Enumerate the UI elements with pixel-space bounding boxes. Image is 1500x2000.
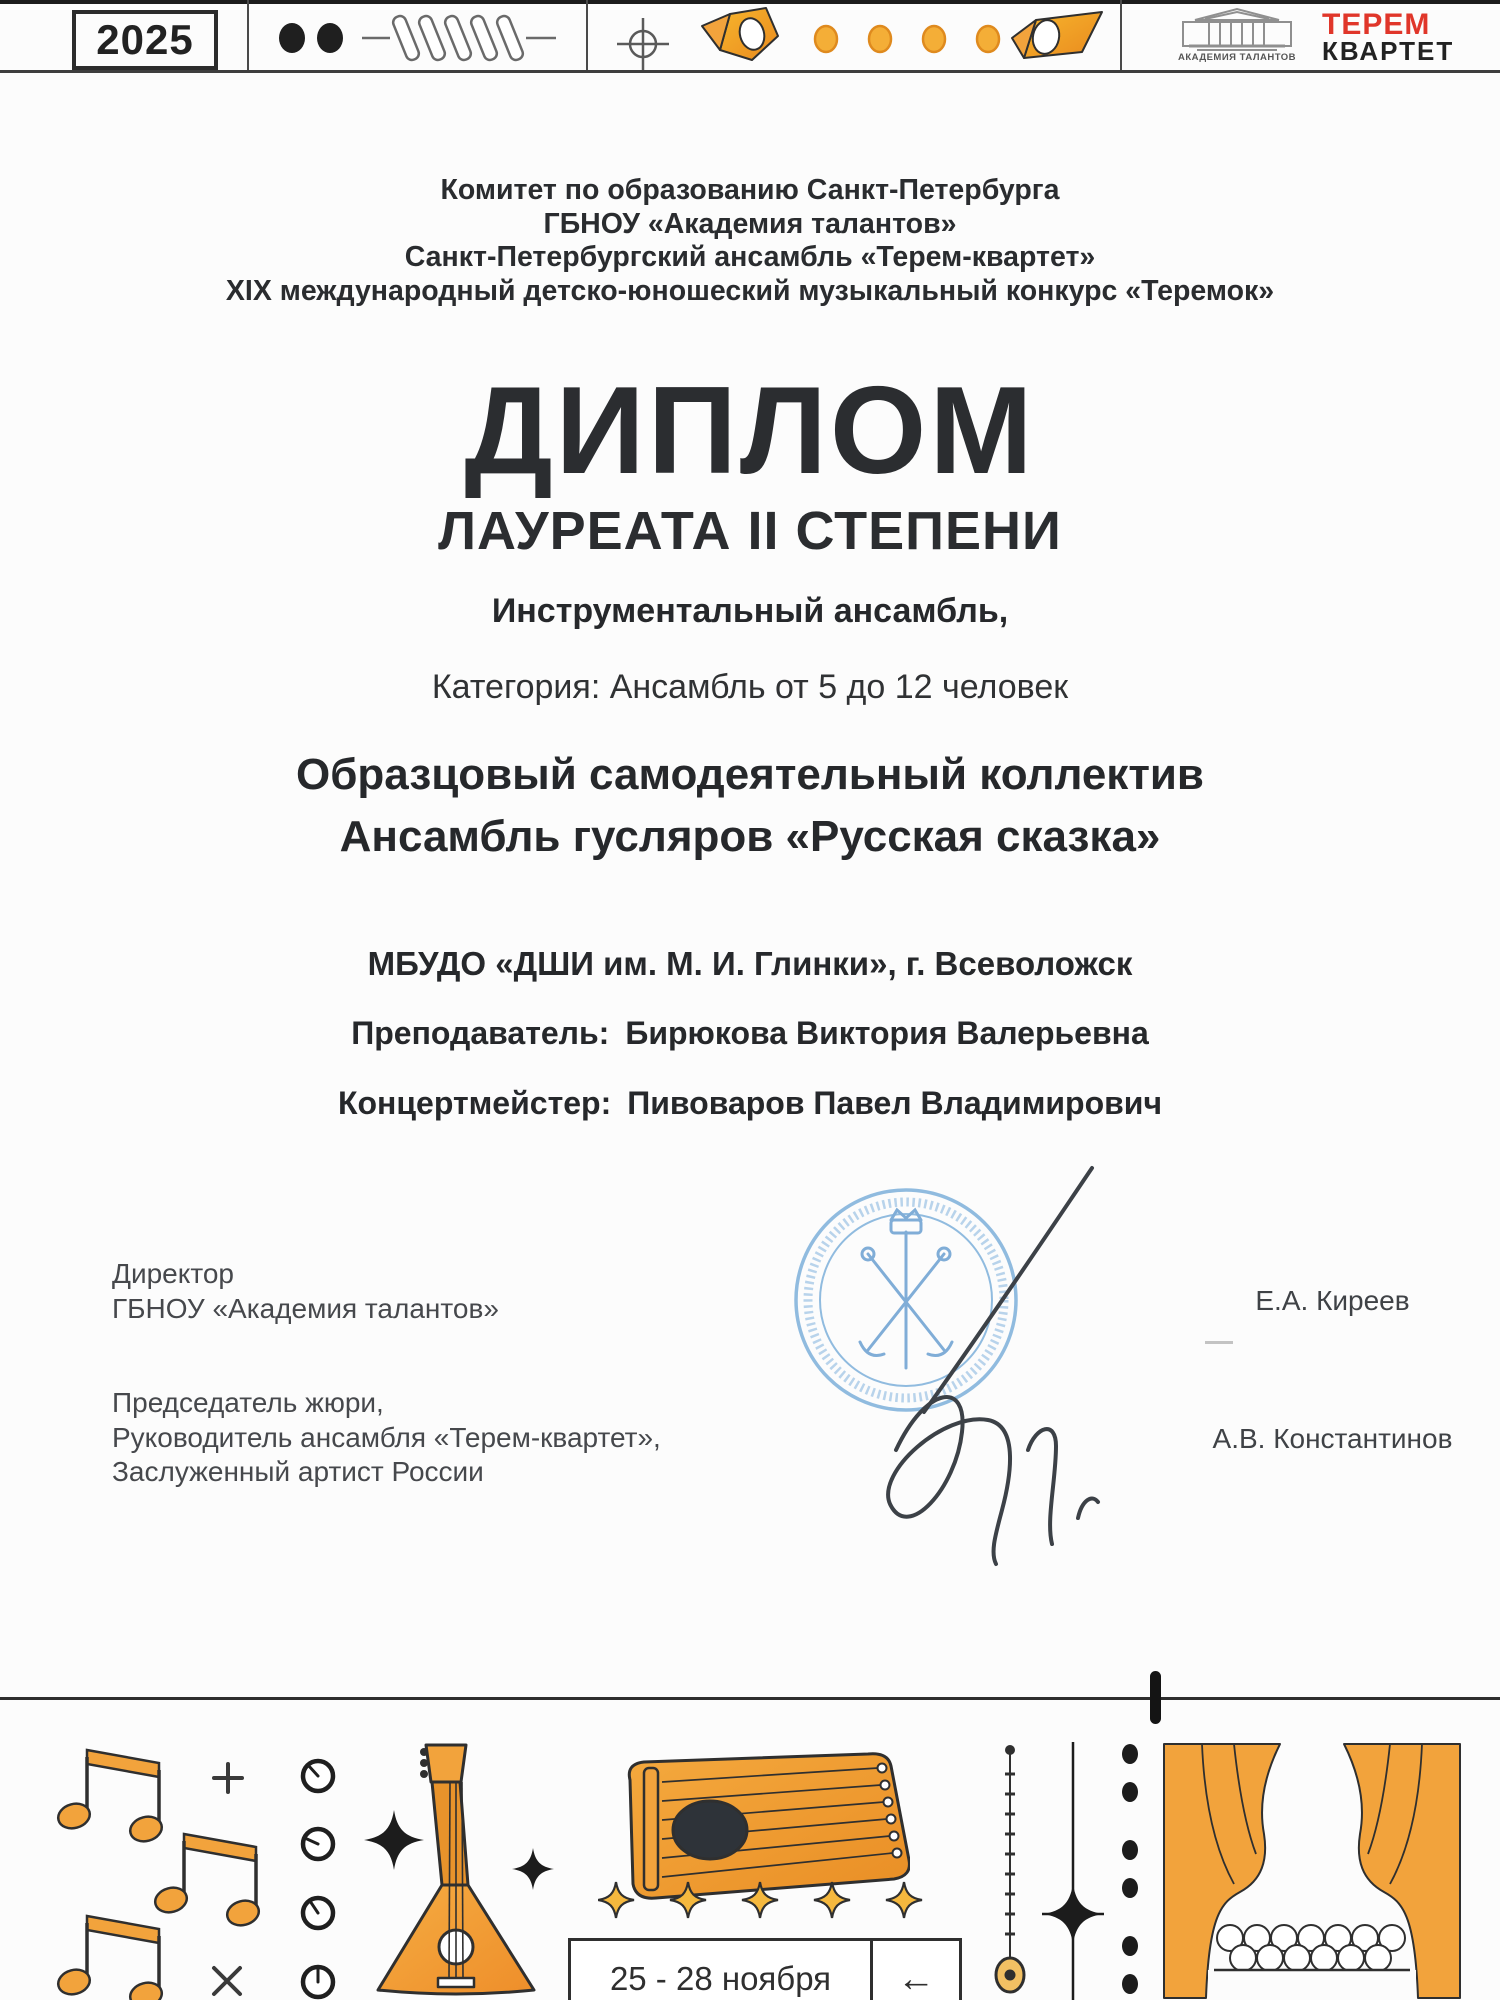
concertmaster-name: Пивоваров Павел Владимирович (627, 1085, 1163, 1121)
plus-icon (214, 1764, 242, 1792)
year-box (72, 10, 218, 70)
terem-kvartet-logo (1322, 8, 1492, 66)
crosshair-icon (615, 16, 671, 72)
concertmaster-line (0, 1085, 1500, 1122)
school-line: МБУДО «ДШИ им. М. И. Глинки», г. Всеволожск (367, 945, 1133, 982)
spotlights-icon (690, 6, 1110, 68)
photo-top-edge (0, 0, 1500, 4)
line-sparkle-icon (1040, 1742, 1110, 2000)
concertmaster-label: Концертмейстер: (337, 1085, 612, 1121)
chairman-role-line2: Руководитель ансамбля «Терем-квартет», (112, 1421, 661, 1453)
awardee-line1: Образцовый самодеятельный коллектив (296, 750, 1204, 799)
dates-label: 25 - 28 ноября (609, 1960, 832, 1997)
handwritten-signature (860, 1150, 1160, 1580)
symbols-column-icon (198, 1756, 348, 2000)
footer-tick-mark (1150, 1671, 1161, 1724)
awardee-line2: Ансамбль гусляров «Русская сказка» (339, 812, 1161, 861)
director-role-line2: ГБНОУ «Академия талантов» (112, 1292, 499, 1324)
diploma-title: ДИПЛОМ (464, 362, 1036, 500)
balalaika-icon (368, 1742, 546, 2000)
signature-mark (1205, 1341, 1233, 1344)
academy-building-icon (1167, 6, 1307, 52)
organizer-line: XIX международный детско-юношеский музыкальный конкурс «Теремок» (225, 274, 1275, 307)
dot-column-icon (1118, 1742, 1142, 2000)
category-line: Категория: Ансамбль от 5 до 12 человек (431, 668, 1069, 706)
director-role-line1: Директор (112, 1258, 234, 1289)
header-rule (0, 70, 1500, 73)
organizer-line: ГБНОУ «Академия талантов» (543, 207, 957, 240)
beaded-string-icon (992, 1742, 1028, 2000)
director-name: Е.А. Киреев (1255, 1285, 1410, 1316)
organizer-lines (0, 174, 1500, 308)
stage-curtain-icon (1162, 1742, 1462, 2000)
director-role (112, 1257, 499, 1326)
teacher-name: Бирюкова Виктория Валерьевна (625, 1015, 1149, 1051)
header-divider (247, 0, 249, 71)
academy-logo-caption: АКАДЕМИЯ ТАЛАНТОВ (1177, 52, 1297, 63)
footer-rule (0, 1697, 1500, 1700)
year-label: 2025 (96, 16, 194, 63)
nomination-line: Инструментальный ансамбль, (491, 592, 1009, 630)
arrow-left-icon: ← (870, 1941, 959, 2000)
organizer-line: Санкт-Петербургский ансамбль «Терем-квартет» (404, 241, 1096, 273)
terem-logo-line1: ТЕРЕМ (1322, 8, 1431, 41)
teacher-line (0, 1015, 1500, 1052)
organizer-line: Комитет по образованию Санкт-Петербурга (440, 174, 1060, 206)
chairman-role-line3: Заслуженный артист России (112, 1456, 484, 1487)
coil-strip-icon (278, 14, 578, 62)
chairman-name: А.В. Константинов (1212, 1423, 1453, 1454)
diamond-sparkle-row (598, 1878, 938, 1922)
terem-logo-line2: КВАРТЕТ (1322, 36, 1455, 66)
awardee-name (0, 744, 1500, 868)
dates-box (568, 1938, 962, 2000)
cross-icon (214, 1968, 240, 1994)
teacher-label: Преподаватель: (351, 1015, 610, 1051)
chairman-role-line1: Председатель жюри, (112, 1387, 384, 1418)
diploma-subtitle: ЛАУРЕАТА II СТЕПЕНИ (438, 501, 1062, 561)
header-divider (1120, 0, 1122, 71)
header-divider (586, 0, 588, 71)
chairman-role (112, 1386, 661, 1490)
